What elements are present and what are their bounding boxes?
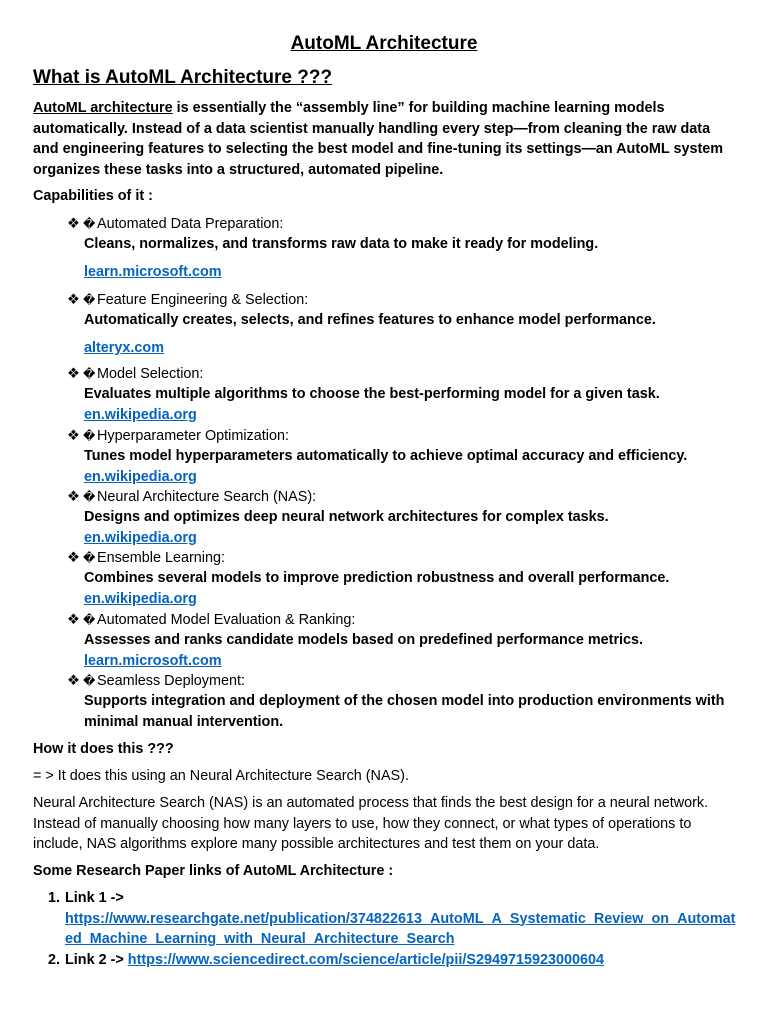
missing-glyph-icon: � — [83, 367, 96, 381]
how-answer: = > It does this using an Neural Architecture Search (NAS). — [33, 768, 409, 784]
capability-description: Designs and optimizes deep neural network architectures for complex tasks. — [84, 509, 609, 526]
capability-description: Supports integration and deployment of the chosen model into production environments with minimal manual intervention. — [84, 693, 725, 730]
research-links-list — [48, 888, 738, 970]
capability-item — [67, 548, 747, 609]
capability-item — [67, 214, 747, 282]
intro-paragraph — [33, 98, 738, 180]
diamond-bullet-icon: ❖ — [67, 216, 80, 232]
capability-header — [67, 214, 747, 234]
missing-glyph-icon: � — [83, 217, 96, 231]
capability-header — [67, 610, 747, 630]
capability-header — [67, 487, 747, 507]
list-number: 2. — [48, 951, 61, 968]
link-label: Link 2 -> — [65, 951, 124, 968]
research-label: Some Research Paper links of AutoML Architecture : — [33, 863, 394, 879]
capability-description: Automatically creates, selects, and refines features to enhance model performance. — [84, 312, 656, 329]
link-label: Link 1 -> — [65, 890, 124, 906]
capability-header — [67, 671, 747, 691]
capability-title: Hyperparameter Optimization: — [97, 428, 289, 444]
missing-glyph-icon: � — [83, 551, 96, 565]
diamond-bullet-icon: ❖ — [67, 489, 80, 505]
capability-item — [67, 671, 747, 732]
missing-glyph-icon: � — [83, 293, 96, 307]
capabilities-label: Capabilities of it : — [33, 188, 153, 204]
capability-description: Cleans, normalizes, and transforms raw data to make it ready for modeling. — [84, 236, 599, 253]
diamond-bullet-icon: ❖ — [67, 366, 80, 382]
capability-source-link[interactable]: learn.microsoft.com — [84, 652, 222, 669]
diamond-bullet-icon: ❖ — [67, 612, 80, 628]
research-link-1[interactable]: https://www.researchgate.net/publication/374822613_AutoML_A_Systematic_Review_on_Automated_Machine_Learning_with_Neural_Architecture_Search — [65, 910, 736, 947]
capability-source-link[interactable]: en.wikipedia.org — [84, 468, 197, 485]
capability-item — [67, 364, 747, 425]
missing-glyph-icon: � — [83, 429, 96, 443]
capability-title: Feature Engineering & Selection: — [97, 292, 309, 308]
diamond-bullet-icon: ❖ — [67, 428, 80, 444]
document-title: AutoML Architecture — [290, 33, 478, 54]
capability-item — [67, 610, 747, 671]
capability-source-link[interactable]: alteryx.com — [84, 339, 164, 356]
intro-text: is essentially the “assembly line” for building machine learning models automatically. Instead of a data scientist manually handling every step—from cleaning the raw data and engineering features to selecting the best model and fine-tuning its settings—an AutoML system organizes these tasks into a structured, automated pipeline. — [33, 100, 724, 178]
capability-source-link[interactable]: en.wikipedia.org — [84, 590, 197, 607]
capability-title: Automated Model Evaluation & Ranking: — [97, 612, 356, 628]
diamond-bullet-icon: ❖ — [67, 550, 80, 566]
capability-title: Seamless Deployment: — [97, 673, 245, 689]
capability-item — [67, 290, 747, 358]
capability-header — [67, 364, 747, 384]
capability-item — [67, 426, 747, 487]
capability-source-link[interactable]: learn.microsoft.com — [84, 263, 222, 280]
list-number: 1. — [48, 890, 61, 906]
capability-description: Tunes model hyperparameters automatically to achieve optimal accuracy and efficiency. — [84, 448, 688, 465]
capability-title: Model Selection: — [97, 366, 204, 382]
intro-link[interactable]: AutoML architecture — [33, 100, 173, 116]
capability-header — [67, 548, 747, 568]
capability-title: Neural Architecture Search (NAS): — [97, 489, 317, 505]
how-label: How it does this ??? — [33, 741, 174, 757]
capability-description: Assesses and ranks candidate models based on predefined performance metrics. — [84, 632, 644, 649]
capability-title: Automated Data Preparation: — [97, 216, 284, 232]
diamond-bullet-icon: ❖ — [67, 292, 80, 308]
research-link-2[interactable]: https://www.sciencedirect.com/science/article/pii/S2949715923000604 — [127, 951, 605, 968]
capability-title: Ensemble Learning: — [97, 550, 225, 566]
research-link-item — [48, 950, 738, 971]
research-link-item — [48, 888, 738, 950]
capability-source-link[interactable]: en.wikipedia.org — [84, 406, 197, 423]
capability-source-link[interactable]: en.wikipedia.org — [84, 529, 197, 546]
capability-header — [67, 426, 747, 446]
nas-paragraph: Neural Architecture Search (NAS) is an automated process that finds the best design for a neural network. Instead of manually choosing how many layers to use, how they connect, or what types of operations to include, NAS algorithms explore many possible architectures and test them on your data. — [33, 795, 709, 852]
diamond-bullet-icon: ❖ — [67, 673, 80, 689]
missing-glyph-icon: � — [83, 613, 96, 627]
missing-glyph-icon: � — [83, 490, 96, 504]
section-heading: What is AutoML Architecture ??? — [33, 67, 333, 88]
capability-description: Evaluates multiple algorithms to choose the best-performing model for a given task. — [84, 386, 660, 403]
missing-glyph-icon: � — [83, 674, 96, 688]
capability-description: Combines several models to improve prediction robustness and overall performance. — [84, 570, 670, 587]
capability-item — [67, 487, 747, 548]
capability-header — [67, 290, 747, 310]
